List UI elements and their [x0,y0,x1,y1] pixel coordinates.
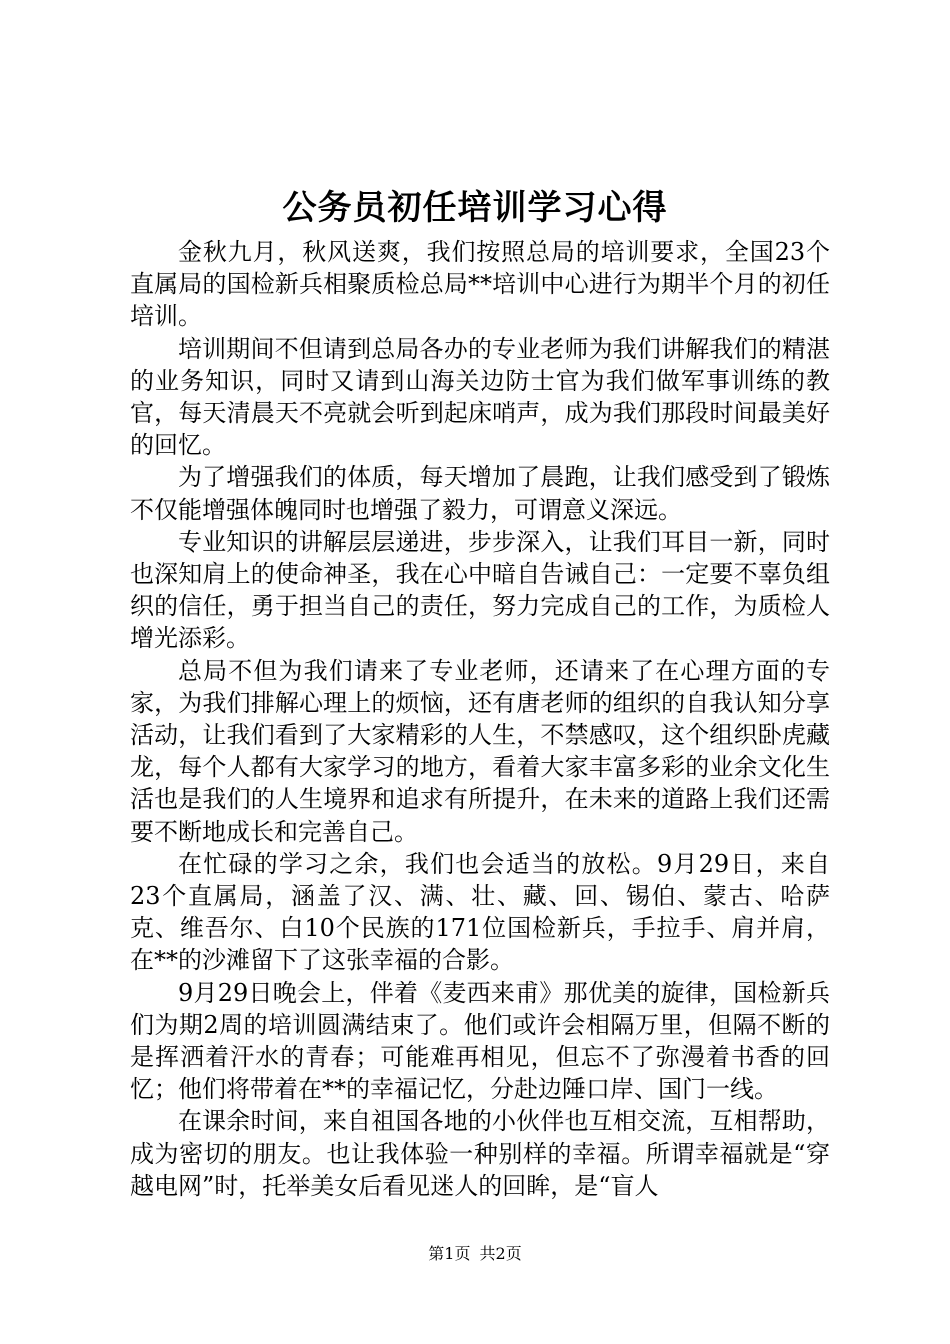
document-title: 公务员初任培训学习心得 [282,188,668,228]
paragraph: 9月29日晚会上，伴着《麦西来甫》那优美的旋律，国检新兵们为期2周的培训圆满结束了。他们或许会相隔万里，但隔不断的是挥洒着汗水的青春；可能难再相见，但忘不了弥漫着书香的回忆；他们将带着在**的幸福记忆，分赴边陲口岸、国门一线。 [130,978,830,1104]
paragraph: 为了增强我们的体质，每天增加了晨跑，让我们感受到了锻炼不仅能增强体魄同时也增强了毅力，可谓意义深远。 [130,463,830,524]
paragraph: 金秋九月，秋风送爽，我们按照总局的培训要求，全国23个直属局的国检新兵相聚质检总局**培训中心进行为期半个月的初任培训。 [130,238,830,331]
page-number: 第1页 [428,1244,471,1263]
paragraph: 在课余时间，来自祖国各地的小伙伴也互相交流，互相帮助，成为密切的朋友。也让我体验一种别样的幸福。所谓幸福就是“穿越电网”时，托举美女后看见迷人的回眸，是“盲人 [130,1107,830,1200]
paragraph: 专业知识的讲解层层递进，步步深入，让我们耳目一新，同时也深知肩上的使命神圣，我在心中暗自告诫自己：一定要不辜负组织的信任，勇于担当自己的责任，努力完成自己的工作，为质检人增光添彩。 [130,527,830,653]
page-total: 共2页 [479,1244,522,1263]
page-footer [0,1242,950,1266]
document-body [130,236,830,1202]
paragraph: 总局不但为我们请来了专业老师，还请来了在心理方面的专家，为我们排解心理上的烦恼，还有唐老师的组织的自我认知分享活动，让我们看到了大家精彩的人生，不禁感叹，这个组织卧虎藏龙，每个人都有大家学习的地方，看着大家丰富多彩的业余文化生活也是我们的人生境界和追求有所提升，在未来的道路上我们还需要不断地成长和完善自己。 [130,656,830,846]
paragraph: 在忙碌的学习之余，我们也会适当的放松。9月29日，来自23个直属局，涵盖了汉、满、壮、藏、回、锡伯、蒙古、哈萨克、维吾尔、白10个民族的171位国检新兵，手拉手、肩并肩，在**的沙滩留下了这张幸福的合影。 [130,849,830,975]
paragraph: 培训期间不但请到总局各办的专业老师为我们讲解我们的精湛的业务知识，同时又请到山海关边防士官为我们做军事训练的教官，每天清晨天不亮就会听到起床哨声，成为我们那段时间最美好的回忆。 [130,334,830,460]
